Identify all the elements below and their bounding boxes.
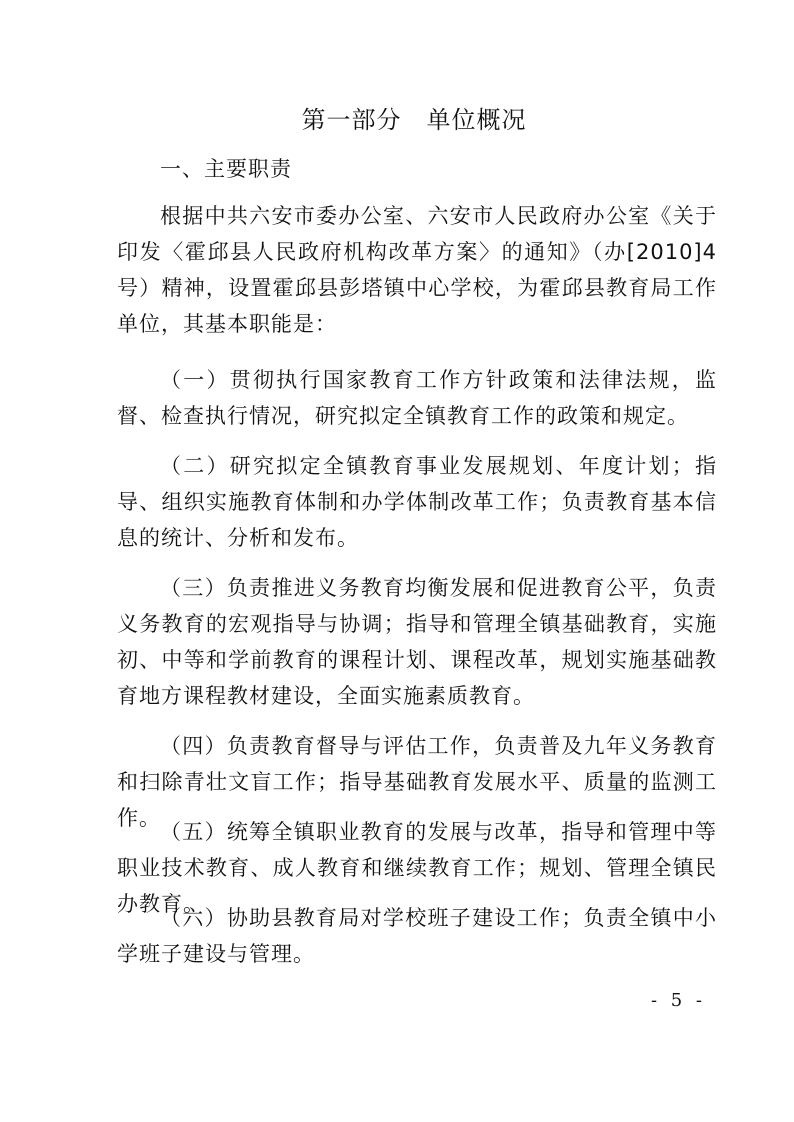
page-title: 第一部分 单位概况 bbox=[301, 106, 527, 134]
paragraph-duty-6: （六）协助县教育局对学校班子建设工作；负责全镇中小学班子建设与管理。 bbox=[117, 906, 717, 966]
paragraph-duty-2: （二）研究拟定全镇教育事业发展规划、年度计划；指导、组织实施教育体制和办学体制改革工作；负责教育基本信息的统计、分析和发布。 bbox=[117, 454, 717, 550]
paragraph-duty-3: （三）负责推进义务教育均衡发展和促进教育公平，负责义务教育的宏观指导与协调；指导和管理全镇基础教育，实施初、中等和学前教育的课程计划、课程改革，规划实施基础教育地方课程教材建设，全面实施素质教育。 bbox=[117, 576, 717, 708]
paragraph-duty-5: （五）统筹全镇职业教育的发展与改革，指导和管理中等职业技术教育、成人教育和继续教育工作；规划、管理全镇民办教育。 bbox=[117, 820, 717, 916]
section-heading: 一、主要职责 bbox=[160, 157, 292, 181]
page-number: - 5 - bbox=[650, 990, 706, 1011]
paragraph-duty-1: （一）贯彻执行国家教育工作方针政策和法律法规，监督、检查执行情况，研究拟定全镇教育工作的政策和规定。 bbox=[117, 368, 717, 428]
paragraph-duty-4: （四）负责教育督导与评估工作，负责普及九年义务教育和扫除青壮文盲工作；指导基础教育发展水平、质量的监测工作。 bbox=[117, 734, 717, 830]
paragraph-intro: 根据中共六安市委办公室、六安市人民政府办公室《关于印发〈霍邱县人民政府机构改革方案〉的通知》（办[2010]4 号）精神，设置霍邱县彭塔镇中心学校，为霍邱县教育局工作单位，其基本职能是： bbox=[117, 204, 717, 336]
